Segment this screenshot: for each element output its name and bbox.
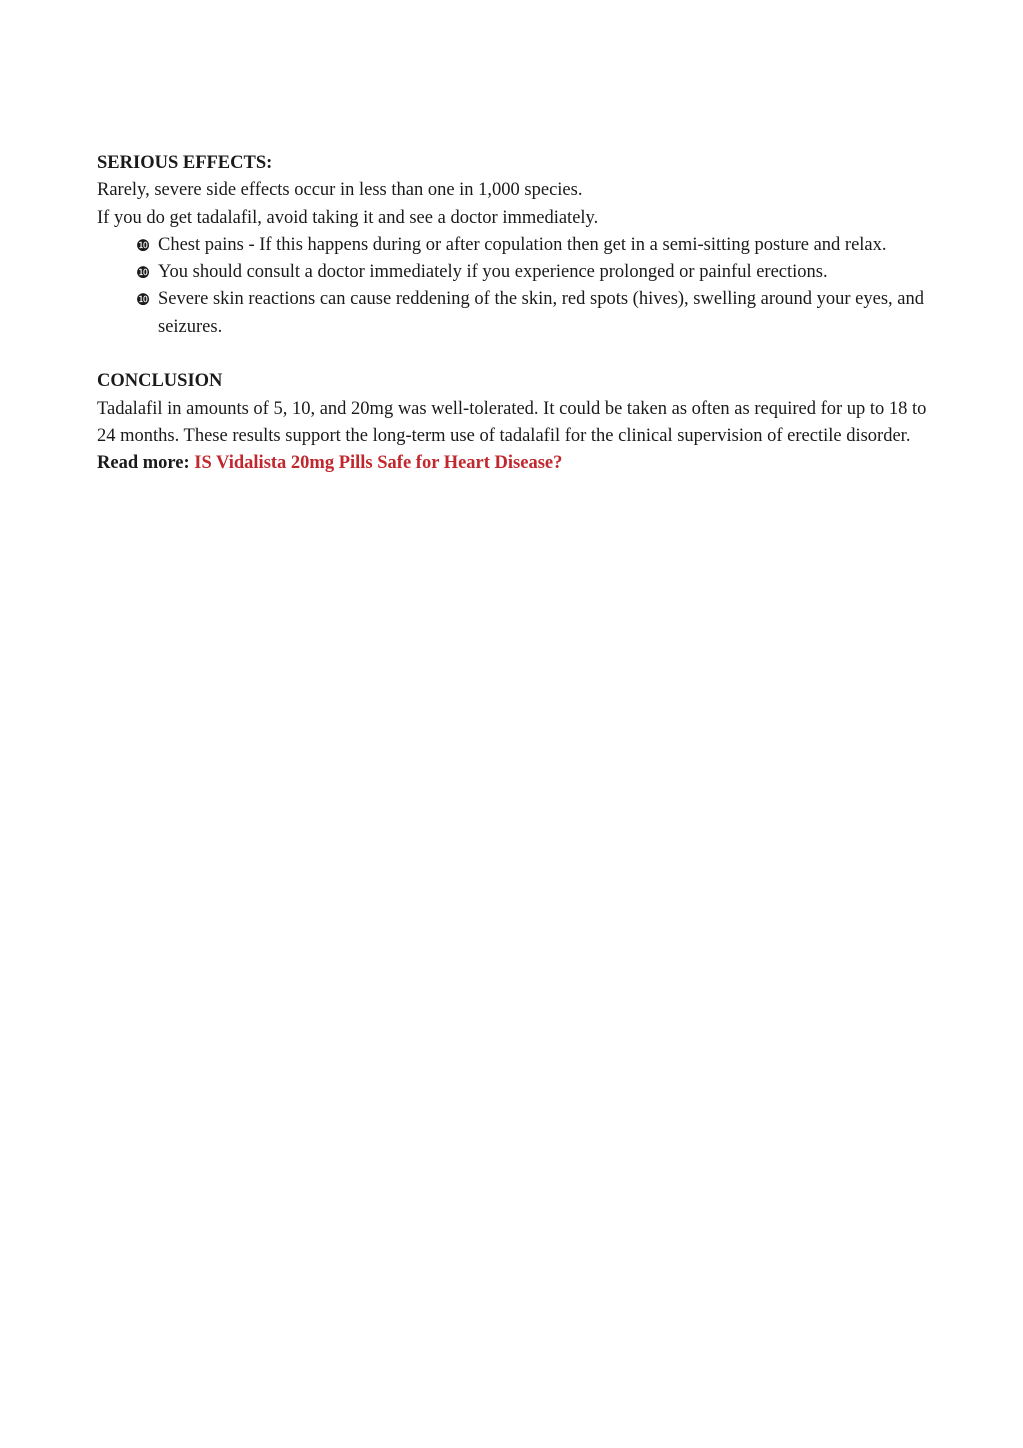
- list-item-text: You should consult a doctor immediately if you experience prolonged or painful erections.: [158, 262, 828, 283]
- list-item: [97, 232, 927, 259]
- serious-effects-section: [97, 150, 927, 341]
- serious-effects-line-1: Rarely, severe side effects occur in less than one in 1,000 species.: [97, 180, 583, 201]
- bullet-icon: ❿: [135, 263, 151, 283]
- bullet-icon: ❿: [135, 235, 151, 255]
- read-more-label: Read more:: [97, 453, 195, 474]
- bullet-icon: ❿: [135, 290, 151, 310]
- list-item-text: Chest pains - If this happens during or after copulation then get in a semi-sitting posture and relax.: [158, 234, 887, 255]
- read-more-link[interactable]: IS Vidalista 20mg Pills Safe for Heart Disease?: [194, 453, 563, 474]
- serious-effects-list: [97, 232, 927, 341]
- list-item: [97, 259, 927, 286]
- serious-effects-heading: SERIOUS EFFECTS:: [97, 153, 273, 173]
- list-item-text: Severe skin reactions can cause reddening of the skin, red spots (hives), swelling around your eyes, and seizures.: [158, 289, 924, 337]
- section-spacer: [97, 341, 927, 368]
- document-page: [97, 150, 927, 478]
- conclusion-section: [97, 368, 927, 477]
- serious-effects-line-2: If you do get tadalafil, avoid taking it and see a doctor immediately.: [97, 207, 599, 228]
- read-more-line: [97, 450, 927, 477]
- conclusion-text: Tadalafil in amounts of 5, 10, and 20mg was well-tolerated. It could be taken as often as required for up to 18 to 24 months. These results support the long-term use of tadalafil for the clinical supervision of erectile disorder.: [97, 398, 927, 446]
- list-item: [97, 286, 927, 341]
- conclusion-heading: CONCLUSION: [97, 371, 223, 392]
